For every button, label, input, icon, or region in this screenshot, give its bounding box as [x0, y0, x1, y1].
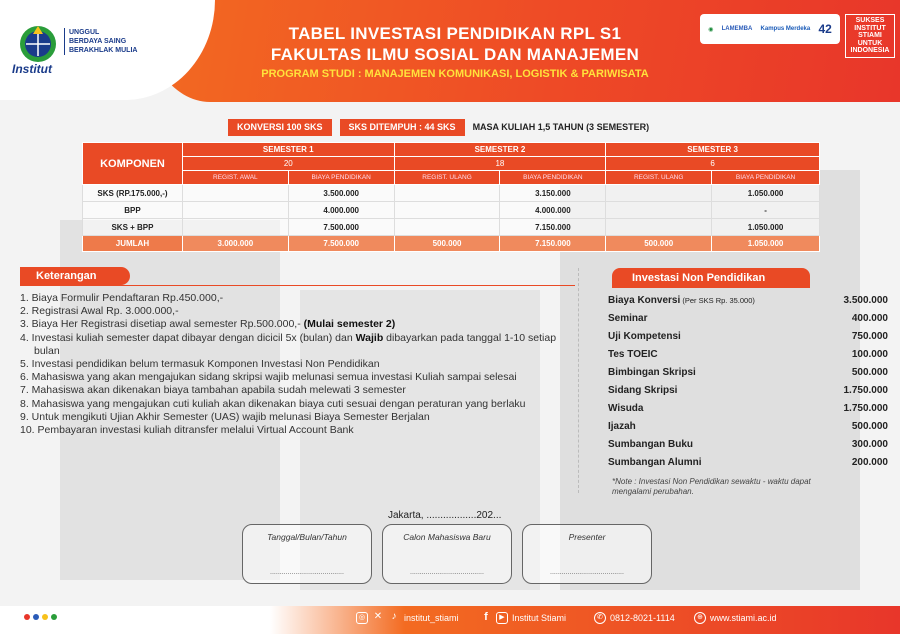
- list-item: 7. Mahasiswa akan dikenakan biaya tambahan apabila sudah melewati 3 semester: [20, 384, 406, 397]
- total-cell: 7.150.000: [500, 236, 606, 252]
- footer-phone-text: 0812-8021-1114: [610, 613, 675, 623]
- footer-website-text: www.stiami.ac.id: [710, 613, 777, 623]
- column-header: REGIST. ULANG: [394, 171, 500, 185]
- signature-box-date: [242, 524, 372, 584]
- signature-line: ......................................: [550, 569, 624, 576]
- partner-lamemba: LAMEMBA: [721, 26, 753, 32]
- total-cell: 3.000.000: [182, 236, 288, 252]
- sukses-badge: SUKSES INSTITUT STIAMI UNTUK INDONESIA: [845, 14, 895, 58]
- partner-kampus-merdeka: Kampus Merdeka: [760, 26, 811, 32]
- tagline: [64, 28, 137, 55]
- semester-2-sks: 18: [394, 157, 606, 171]
- table-row: [83, 219, 820, 236]
- keterangan-list: [20, 292, 580, 437]
- table-cell: [182, 185, 288, 202]
- table-cell: [606, 185, 712, 202]
- fee-row: Biaya Konversi (Per SKS Rp. 35.000) 3.500.000: [608, 294, 888, 306]
- investment-table: [82, 142, 820, 252]
- table-cell: 1.050.000: [712, 219, 820, 236]
- list-item: 2. Registrasi Awal Rp. 3.000.000,-: [20, 305, 179, 318]
- signature-label: Tanggal/Bulan/Tahun: [267, 532, 347, 542]
- table-row: [83, 185, 820, 202]
- fee-row: Bimbingan Skripsi 500.000: [608, 366, 888, 378]
- table-cell: 4.000.000: [500, 202, 606, 219]
- fee-row: Sidang Skripsi 1.750.000: [608, 384, 888, 396]
- table-cell: 7.150.000: [500, 219, 606, 236]
- list-item: 1. Biaya Formulir Pendaftaran Rp.450.000,-: [20, 292, 224, 304]
- konversi-pill: KONVERSI 100 SKS: [228, 119, 332, 136]
- signature-box-presenter: [522, 524, 652, 584]
- partner-logo-icon: ◉: [708, 26, 714, 33]
- table-cell: -: [712, 202, 820, 219]
- fee-row: Wisuda 1.750.000: [608, 402, 888, 414]
- stiami-globe-logo-icon: [16, 22, 60, 66]
- partner-logos: [700, 14, 840, 44]
- non-pendidikan-list: [608, 291, 888, 471]
- semester-3-header: SEMESTER 3: [606, 143, 820, 157]
- signature-line: ......................................: [270, 569, 344, 576]
- tagline-line: UNGGUL: [69, 29, 100, 36]
- fee-row: Sumbangan Alumni 200.000: [608, 456, 888, 468]
- table-cell: 3.500.000: [288, 185, 394, 202]
- table-cell: 7.500.000: [288, 219, 394, 236]
- footer-instagram-text: institut_stiami: [404, 613, 459, 623]
- semester-1-header: SEMESTER 1: [182, 143, 394, 157]
- footer-facebook-text: Institut Stiami: [512, 613, 567, 623]
- column-header: REGIST. ULANG: [606, 171, 712, 185]
- row-label: SKS (RP.175.000,-): [83, 185, 183, 202]
- signature-label: Calon Mahasiswa Baru: [403, 532, 491, 542]
- sks-ditempuh-pill: SKS DITEMPUH : 44 SKS: [340, 119, 465, 136]
- fee-row: Ijazah 500.000: [608, 420, 888, 432]
- non-pendidikan-note: *Note : Investasi Non Pendidikan sewaktu - waktu dapat mengalami perubahan.: [612, 477, 811, 496]
- partner-anniversary: 42: [818, 22, 832, 36]
- list-item: 10. Pembayaran investasi kuliah ditransfer melalui Virtual Account Bank: [20, 424, 354, 437]
- semester-2-header: SEMESTER 2: [394, 143, 606, 157]
- fee-row: Sumbangan Buku 300.000: [608, 438, 888, 450]
- table-cell: [182, 219, 288, 236]
- list-item: 9. Untuk mengikuti Ujian Akhir Semester (UAS) wajib melunasi Biaya Semester Berjalan: [20, 410, 430, 423]
- total-cell: 1.050.000: [712, 236, 820, 252]
- fee-row: Uji Kompetensi 750.000: [608, 330, 888, 342]
- fee-row: Seminar 400.000: [608, 312, 888, 324]
- decorative-dots: [24, 614, 57, 620]
- row-label: SKS + BPP: [83, 219, 183, 236]
- page-title-line2: FAKULTAS ILMU SOSIAL DAN MANAJEMEN: [270, 45, 640, 64]
- semester-3-sks: 6: [606, 157, 820, 171]
- table-cell: [394, 202, 500, 219]
- signature-box-student: [382, 524, 512, 584]
- list-item: 6. Mahasiswa yang akan mengajukan sidang skripsi wajib melunasi semua investasi Kuliah sampai selesai: [20, 371, 517, 384]
- globe-icon: ⊕: [694, 612, 706, 624]
- footer-phone[interactable]: [594, 612, 675, 624]
- place-date: Jakarta, ..................202...: [388, 510, 502, 521]
- column-header: BIAYA PENDIDIKAN: [500, 171, 606, 185]
- list-item: 4. Investasi kuliah semester dapat dibayar dengan dicicil 5x (bulan) dan Wajib dibayarkan pada tanggal 1-10 setiap bulan: [20, 331, 557, 357]
- facebook-icon: f: [484, 611, 488, 623]
- semester-1-sks: 20: [182, 157, 394, 171]
- total-cell: 500.000: [394, 236, 500, 252]
- program-studi-title: PROGRAM STUDI : MANAJEMEN KOMUNIKASI, LOGISTIK & PARIWISATA: [261, 68, 649, 80]
- non-pendidikan-header: Investasi Non Pendidikan: [612, 268, 810, 288]
- signature-line: ......................................: [410, 569, 484, 576]
- x-icon: ✕: [373, 611, 383, 622]
- keterangan-divider: [20, 285, 575, 286]
- list-item: 5. Investasi pendidikan belum termasuk Komponen Investasi Non Pendidikan: [20, 358, 380, 371]
- table-cell: 3.150.000: [500, 185, 606, 202]
- komponen-header: KOMPONEN: [83, 143, 183, 185]
- table-row: [83, 202, 820, 219]
- table-cell: [182, 202, 288, 219]
- signature-label: Presenter: [568, 532, 606, 542]
- whatsapp-icon: ✆: [594, 612, 606, 624]
- table-cell: 4.000.000: [288, 202, 394, 219]
- row-label: BPP: [83, 202, 183, 219]
- vertical-divider: [578, 268, 579, 493]
- fee-row: Tes TOEIC 100.000: [608, 348, 888, 360]
- header: [0, 0, 900, 110]
- tiktok-icon: ♪: [391, 611, 397, 622]
- keterangan-header: Keterangan: [20, 267, 130, 285]
- table-cell: [606, 219, 712, 236]
- total-row: [83, 236, 820, 252]
- column-header: BIAYA PENDIDIKAN: [288, 171, 394, 185]
- footer-website[interactable]: [694, 612, 777, 624]
- page-title-line1: TABEL INVESTASI PENDIDIKAN RPL S1: [288, 24, 622, 43]
- masa-kuliah-text: MASA KULIAH 1,5 TAHUN (3 SEMESTER): [472, 122, 650, 132]
- column-header: BIAYA PENDIDIKAN: [712, 171, 820, 185]
- instagram-icon: ◎: [356, 612, 368, 624]
- total-cell: 500.000: [606, 236, 712, 252]
- table-cell: [606, 202, 712, 219]
- logo-wordmark: Institut: [12, 62, 52, 76]
- tagline-line: BERDAYA SAING: [69, 38, 127, 45]
- info-bar: [228, 118, 649, 136]
- table-cell: 1.050.000: [712, 185, 820, 202]
- footer-instagram[interactable]: [356, 612, 459, 624]
- column-header: REGIST. AWAL: [182, 171, 288, 185]
- list-item: 8. Mahasiswa yang mengajukan cuti kuliah akan dikenakan biaya cuti sesuai dengan peraturan yang berlaku: [20, 397, 526, 410]
- total-label: JUMLAH: [83, 236, 183, 252]
- list-item: 3. Biaya Her Registrasi disetiap awal semester Rp.500.000,- (Mulai semester 2): [20, 318, 396, 331]
- tagline-line: BERAKHLAK MULIA: [69, 47, 138, 54]
- table-cell: [394, 185, 500, 202]
- total-cell: 7.500.000: [288, 236, 394, 252]
- youtube-icon: ▶: [496, 612, 508, 624]
- table-cell: [394, 219, 500, 236]
- footer-facebook[interactable]: [480, 612, 566, 624]
